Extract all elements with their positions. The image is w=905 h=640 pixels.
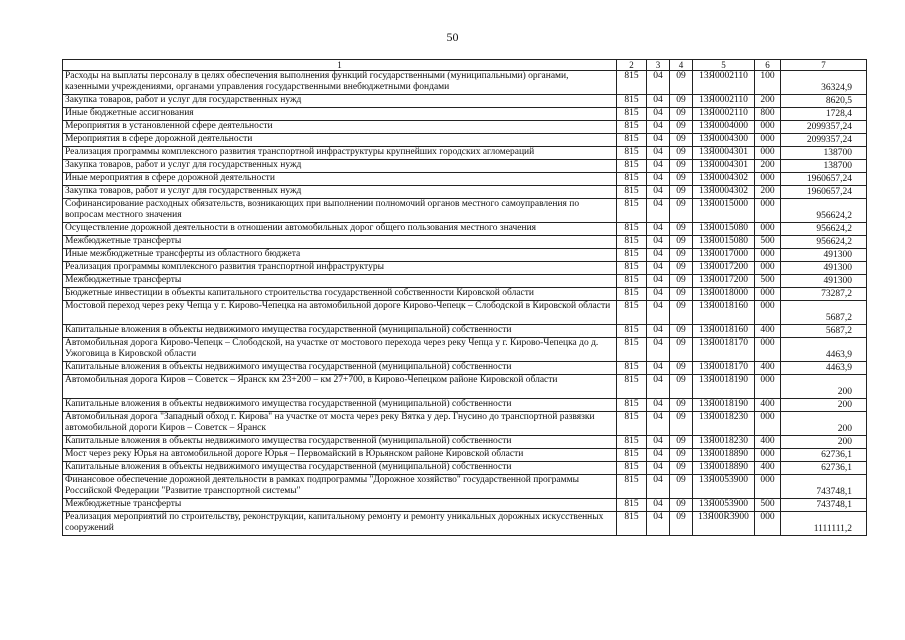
row-subsection-cell: 09	[670, 475, 693, 499]
row-target-article-cell: 13Я0004300	[693, 134, 755, 147]
row-amount-cell: 62736,1	[781, 449, 867, 462]
row-target-article-cell: 13Я0018160	[693, 325, 755, 338]
row-name-cell: Капитальные вложения в объекты недвижимого имущества государственной (муниципальной) собственности	[63, 362, 617, 375]
row-subsection-cell: 09	[670, 71, 693, 95]
row-expense-type-cell: 500	[755, 236, 781, 249]
row-amount-cell: 1960657,24	[781, 186, 867, 199]
row-section-cell: 04	[647, 262, 670, 275]
row-code-cell: 815	[617, 512, 647, 536]
table-row	[63, 173, 867, 186]
row-subsection-cell: 09	[670, 275, 693, 288]
row-name-cell: Иные бюджетные ассигнования	[63, 108, 617, 121]
table-row	[63, 262, 867, 275]
table-row	[63, 147, 867, 160]
row-code-cell: 815	[617, 362, 647, 375]
row-amount-cell: 2099357,24	[781, 134, 867, 147]
row-subsection-cell: 09	[670, 249, 693, 262]
table-row	[63, 499, 867, 512]
row-amount-cell: 956624,2	[781, 199, 867, 223]
row-subsection-cell: 09	[670, 108, 693, 121]
row-section-cell: 04	[647, 301, 670, 325]
table-row	[63, 199, 867, 223]
row-amount-cell: 956624,2	[781, 236, 867, 249]
row-amount-cell: 4463,9	[781, 362, 867, 375]
row-expense-type-cell: 000	[755, 199, 781, 223]
row-code-cell: 815	[617, 160, 647, 173]
row-section-cell: 04	[647, 95, 670, 108]
row-amount-cell: 4463,9	[781, 338, 867, 362]
row-name-cell: Капитальные вложения в объекты недвижимого имущества государственной (муниципальной) собственности	[63, 462, 617, 475]
row-expense-type-cell: 200	[755, 95, 781, 108]
row-name-cell: Капитальные вложения в объекты недвижимого имущества государственной (муниципальной) собственности	[63, 436, 617, 449]
row-section-cell: 04	[647, 362, 670, 375]
row-amount-cell: 200	[781, 399, 867, 412]
row-target-article-cell: 13Я0015000	[693, 199, 755, 223]
row-target-article-cell: 13Я0002110	[693, 95, 755, 108]
row-amount-cell: 73287,2	[781, 288, 867, 301]
row-name-cell: Закупка товаров, работ и услуг для государственных нужд	[63, 186, 617, 199]
row-name-cell: Капитальные вложения в объекты недвижимого имущества государственной (муниципальной) собственности	[63, 325, 617, 338]
row-code-cell: 815	[617, 236, 647, 249]
row-target-article-cell: 13Я0018230	[693, 412, 755, 436]
row-expense-type-cell: 000	[755, 338, 781, 362]
row-code-cell: 815	[617, 338, 647, 362]
row-amount-cell: 491300	[781, 275, 867, 288]
table-row	[63, 462, 867, 475]
row-code-cell: 815	[617, 147, 647, 160]
row-target-article-cell: 13Я0017200	[693, 275, 755, 288]
row-name-cell: Межбюджетные трансферты	[63, 275, 617, 288]
row-code-cell: 815	[617, 412, 647, 436]
row-subsection-cell: 09	[670, 160, 693, 173]
row-amount-cell: 956624,2	[781, 223, 867, 236]
row-code-cell: 815	[617, 95, 647, 108]
table-row	[63, 134, 867, 147]
row-target-article-cell: 13Я0018170	[693, 338, 755, 362]
row-section-cell: 04	[647, 399, 670, 412]
row-name-cell: Автомобильная дорога "Западный обход г. Кирова" на участке от моста через реку Вятка у дер. Гнусино до транспортной развязки автомобильной дороги Киров – Советск – Яранск	[63, 412, 617, 436]
row-section-cell: 04	[647, 199, 670, 223]
row-target-article-cell: 13Я0017200	[693, 262, 755, 275]
row-name-cell: Иные межбюджетные трансферты из областного бюджета	[63, 249, 617, 262]
table-row	[63, 475, 867, 499]
row-target-article-cell: 13Я0018000	[693, 288, 755, 301]
row-name-cell: Иные мероприятия в сфере дорожной деятельности	[63, 173, 617, 186]
row-subsection-cell: 09	[670, 375, 693, 399]
row-subsection-cell: 09	[670, 288, 693, 301]
row-subsection-cell: 09	[670, 338, 693, 362]
row-subsection-cell: 09	[670, 223, 693, 236]
row-code-cell: 815	[617, 375, 647, 399]
row-code-cell: 815	[617, 301, 647, 325]
row-amount-cell: 743748,1	[781, 499, 867, 512]
row-expense-type-cell: 000	[755, 512, 781, 536]
row-subsection-cell: 09	[670, 236, 693, 249]
row-amount-cell: 5687,2	[781, 325, 867, 338]
row-section-cell: 04	[647, 147, 670, 160]
table-row	[63, 375, 867, 399]
row-name-cell: Реализация программы комплексного развития транспортной инфраструктуры крупнейших городских агломераций	[63, 147, 617, 160]
row-section-cell: 04	[647, 338, 670, 362]
table-row	[63, 71, 867, 95]
column-header: 1	[63, 60, 617, 71]
row-expense-type-cell: 400	[755, 436, 781, 449]
row-section-cell: 04	[647, 236, 670, 249]
table-row	[63, 275, 867, 288]
table-row	[63, 512, 867, 536]
row-subsection-cell: 09	[670, 399, 693, 412]
row-code-cell: 815	[617, 121, 647, 134]
row-expense-type-cell: 400	[755, 325, 781, 338]
page-number: 50	[446, 30, 459, 44]
row-section-cell: 04	[647, 186, 670, 199]
row-code-cell: 815	[617, 134, 647, 147]
table-row	[63, 95, 867, 108]
row-subsection-cell: 09	[670, 325, 693, 338]
row-section-cell: 04	[647, 475, 670, 499]
row-code-cell: 815	[617, 262, 647, 275]
table-row	[63, 249, 867, 262]
column-header: 2	[617, 60, 647, 71]
row-target-article-cell: 13Я0053900	[693, 499, 755, 512]
row-subsection-cell: 09	[670, 301, 693, 325]
row-amount-cell: 5687,2	[781, 301, 867, 325]
row-expense-type-cell: 000	[755, 173, 781, 186]
row-expense-type-cell: 100	[755, 71, 781, 95]
row-name-cell: Реализация программы комплексного развития транспортной инфраструктуры	[63, 262, 617, 275]
row-name-cell: Межбюджетные трансферты	[63, 499, 617, 512]
row-amount-cell: 138700	[781, 160, 867, 173]
row-expense-type-cell: 400	[755, 362, 781, 375]
row-subsection-cell: 09	[670, 499, 693, 512]
row-target-article-cell: 13Я00R3900	[693, 512, 755, 536]
row-target-article-cell: 13Я0002110	[693, 108, 755, 121]
row-target-article-cell: 13Я0053900	[693, 475, 755, 499]
row-section-cell: 04	[647, 412, 670, 436]
row-expense-type-cell: 000	[755, 121, 781, 134]
row-name-cell: Осуществление дорожной деятельности в отношении автомобильных дорог общего пользования местного значения	[63, 223, 617, 236]
row-target-article-cell: 13Я0002110	[693, 71, 755, 95]
row-code-cell: 815	[617, 186, 647, 199]
row-amount-cell: 2099357,24	[781, 121, 867, 134]
column-header: 6	[755, 60, 781, 71]
row-amount-cell: 138700	[781, 147, 867, 160]
row-target-article-cell: 13Я0018230	[693, 436, 755, 449]
row-subsection-cell: 09	[670, 362, 693, 375]
table-row	[63, 236, 867, 249]
row-amount-cell: 491300	[781, 262, 867, 275]
row-target-article-cell: 13Я0018170	[693, 362, 755, 375]
row-code-cell: 815	[617, 71, 647, 95]
column-header: 7	[781, 60, 867, 71]
row-code-cell: 815	[617, 499, 647, 512]
row-expense-type-cell: 000	[755, 288, 781, 301]
table-row	[63, 160, 867, 173]
row-amount-cell: 1111111,2	[781, 512, 867, 536]
row-amount-cell: 62736,1	[781, 462, 867, 475]
row-target-article-cell: 13Я0018890	[693, 462, 755, 475]
row-expense-type-cell: 000	[755, 223, 781, 236]
row-name-cell: Капитальные вложения в объекты недвижимого имущества государственной (муниципальной) собственности	[63, 399, 617, 412]
row-name-cell: Мероприятия в установленной сфере деятельности	[63, 121, 617, 134]
row-subsection-cell: 09	[670, 199, 693, 223]
column-header: 5	[693, 60, 755, 71]
row-code-cell: 815	[617, 288, 647, 301]
table-row	[63, 362, 867, 375]
row-target-article-cell: 13Я0017000	[693, 249, 755, 262]
row-code-cell: 815	[617, 325, 647, 338]
row-target-article-cell: 13Я0004302	[693, 173, 755, 186]
row-code-cell: 815	[617, 108, 647, 121]
row-amount-cell: 36324,9	[781, 71, 867, 95]
row-section-cell: 04	[647, 436, 670, 449]
row-section-cell: 04	[647, 375, 670, 399]
row-target-article-cell: 13Я0018890	[693, 449, 755, 462]
table-row	[63, 108, 867, 121]
row-name-cell: Финансовое обеспечение дорожной деятельности в рамках подпрограммы "Дорожное хозяйство" государственной программы Российской Федерации "Развитие транспортной системы"	[63, 475, 617, 499]
table-row	[63, 223, 867, 236]
row-section-cell: 04	[647, 173, 670, 186]
table-row	[63, 338, 867, 362]
row-subsection-cell: 09	[670, 173, 693, 186]
table-row	[63, 301, 867, 325]
row-code-cell: 815	[617, 199, 647, 223]
row-code-cell: 815	[617, 462, 647, 475]
row-section-cell: 04	[647, 108, 670, 121]
row-subsection-cell: 09	[670, 134, 693, 147]
row-target-article-cell: 13Я0015080	[693, 236, 755, 249]
row-subsection-cell: 09	[670, 412, 693, 436]
row-subsection-cell: 09	[670, 262, 693, 275]
row-name-cell: Мероприятия в сфере дорожной деятельности	[63, 134, 617, 147]
row-code-cell: 815	[617, 249, 647, 262]
row-amount-cell: 1960657,24	[781, 173, 867, 186]
row-target-article-cell: 13Я0018190	[693, 375, 755, 399]
row-name-cell: Мостовой переход через реку Чепца у г. Кирово-Чепецка на автомобильной дороге Кирово-Чепецк – Слободской в Кировской области	[63, 301, 617, 325]
row-code-cell: 815	[617, 449, 647, 462]
table-row	[63, 436, 867, 449]
row-code-cell: 815	[617, 223, 647, 236]
row-code-cell: 815	[617, 436, 647, 449]
row-name-cell: Софинансирование расходных обязательств, возникающих при выполнении полномочий органов местного самоуправления по вопросам местного значения	[63, 199, 617, 223]
table-row	[63, 449, 867, 462]
row-name-cell: Автомобильная дорога Киров – Советск – Яранск км 23+200 – км 27+700, в Кирово-Чепецком районе Кировской области	[63, 375, 617, 399]
column-header: 4	[670, 60, 693, 71]
row-name-cell: Межбюджетные трансферты	[63, 236, 617, 249]
row-target-article-cell: 13Я0004302	[693, 186, 755, 199]
row-name-cell: Бюджетные инвестиции в объекты капитального строительства государственной собственности Кировской области	[63, 288, 617, 301]
row-section-cell: 04	[647, 449, 670, 462]
table-row	[63, 288, 867, 301]
row-name-cell: Мост через реку Юрья на автомобильной дороге Юрья – Первомайский в Юрьянском районе Кировской области	[63, 449, 617, 462]
row-expense-type-cell: 000	[755, 449, 781, 462]
row-section-cell: 04	[647, 499, 670, 512]
row-code-cell: 815	[617, 275, 647, 288]
row-section-cell: 04	[647, 134, 670, 147]
row-subsection-cell: 09	[670, 121, 693, 134]
row-subsection-cell: 09	[670, 436, 693, 449]
row-name-cell: Закупка товаров, работ и услуг для государственных нужд	[63, 160, 617, 173]
column-header-row	[63, 60, 867, 71]
row-amount-cell: 743748,1	[781, 475, 867, 499]
row-subsection-cell: 09	[670, 147, 693, 160]
row-amount-cell: 200	[781, 412, 867, 436]
row-expense-type-cell: 000	[755, 147, 781, 160]
row-subsection-cell: 09	[670, 186, 693, 199]
row-name-cell: Реализация мероприятий по строительству, реконструкции, капитальному ремонту и ремонту уникальных дорожных искусственных сооружений	[63, 512, 617, 536]
row-name-cell: Закупка товаров, работ и услуг для государственных нужд	[63, 95, 617, 108]
row-section-cell: 04	[647, 275, 670, 288]
row-target-article-cell: 13Я0004301	[693, 160, 755, 173]
row-section-cell: 04	[647, 160, 670, 173]
row-expense-type-cell: 500	[755, 275, 781, 288]
row-amount-cell: 8620,5	[781, 95, 867, 108]
row-amount-cell: 491300	[781, 249, 867, 262]
table-row	[63, 325, 867, 338]
row-target-article-cell: 13Я0015080	[693, 223, 755, 236]
table-row	[63, 399, 867, 412]
row-expense-type-cell: 000	[755, 475, 781, 499]
row-section-cell: 04	[647, 288, 670, 301]
row-expense-type-cell: 000	[755, 301, 781, 325]
row-subsection-cell: 09	[670, 95, 693, 108]
row-section-cell: 04	[647, 512, 670, 536]
row-target-article-cell: 13Я0018190	[693, 399, 755, 412]
row-target-article-cell: 13Я0004000	[693, 121, 755, 134]
column-header: 3	[647, 60, 670, 71]
row-section-cell: 04	[647, 223, 670, 236]
row-expense-type-cell: 000	[755, 375, 781, 399]
row-expense-type-cell: 800	[755, 108, 781, 121]
row-expense-type-cell: 400	[755, 399, 781, 412]
row-code-cell: 815	[617, 399, 647, 412]
row-subsection-cell: 09	[670, 449, 693, 462]
table-row	[63, 412, 867, 436]
row-expense-type-cell: 200	[755, 160, 781, 173]
row-expense-type-cell: 400	[755, 462, 781, 475]
row-section-cell: 04	[647, 462, 670, 475]
row-expense-type-cell: 000	[755, 249, 781, 262]
row-code-cell: 815	[617, 173, 647, 186]
row-section-cell: 04	[647, 71, 670, 95]
row-expense-type-cell: 000	[755, 412, 781, 436]
row-name-cell: Расходы на выплаты персоналу в целях обеспечения выполнения функций государственными (муниципальными) органами, казенными учреждениями, органами управления государственными внебюджетными фондами	[63, 71, 617, 95]
table-row	[63, 186, 867, 199]
budget-table	[62, 59, 867, 536]
table-row	[63, 121, 867, 134]
row-subsection-cell: 09	[670, 512, 693, 536]
row-expense-type-cell: 000	[755, 134, 781, 147]
row-section-cell: 04	[647, 249, 670, 262]
row-section-cell: 04	[647, 121, 670, 134]
row-section-cell: 04	[647, 325, 670, 338]
row-target-article-cell: 13Я0018160	[693, 301, 755, 325]
row-amount-cell: 200	[781, 436, 867, 449]
row-expense-type-cell: 500	[755, 499, 781, 512]
row-expense-type-cell: 000	[755, 262, 781, 275]
row-name-cell: Автомобильная дорога Кирово-Чепецк – Слободской, на участке от мостового перехода через реку Чепца у г. Кирово-Чепецка до д. Ужоговица в Кировской области	[63, 338, 617, 362]
row-expense-type-cell: 200	[755, 186, 781, 199]
row-amount-cell: 200	[781, 375, 867, 399]
row-amount-cell: 1728,4	[781, 108, 867, 121]
row-subsection-cell: 09	[670, 462, 693, 475]
row-code-cell: 815	[617, 475, 647, 499]
row-target-article-cell: 13Я0004301	[693, 147, 755, 160]
